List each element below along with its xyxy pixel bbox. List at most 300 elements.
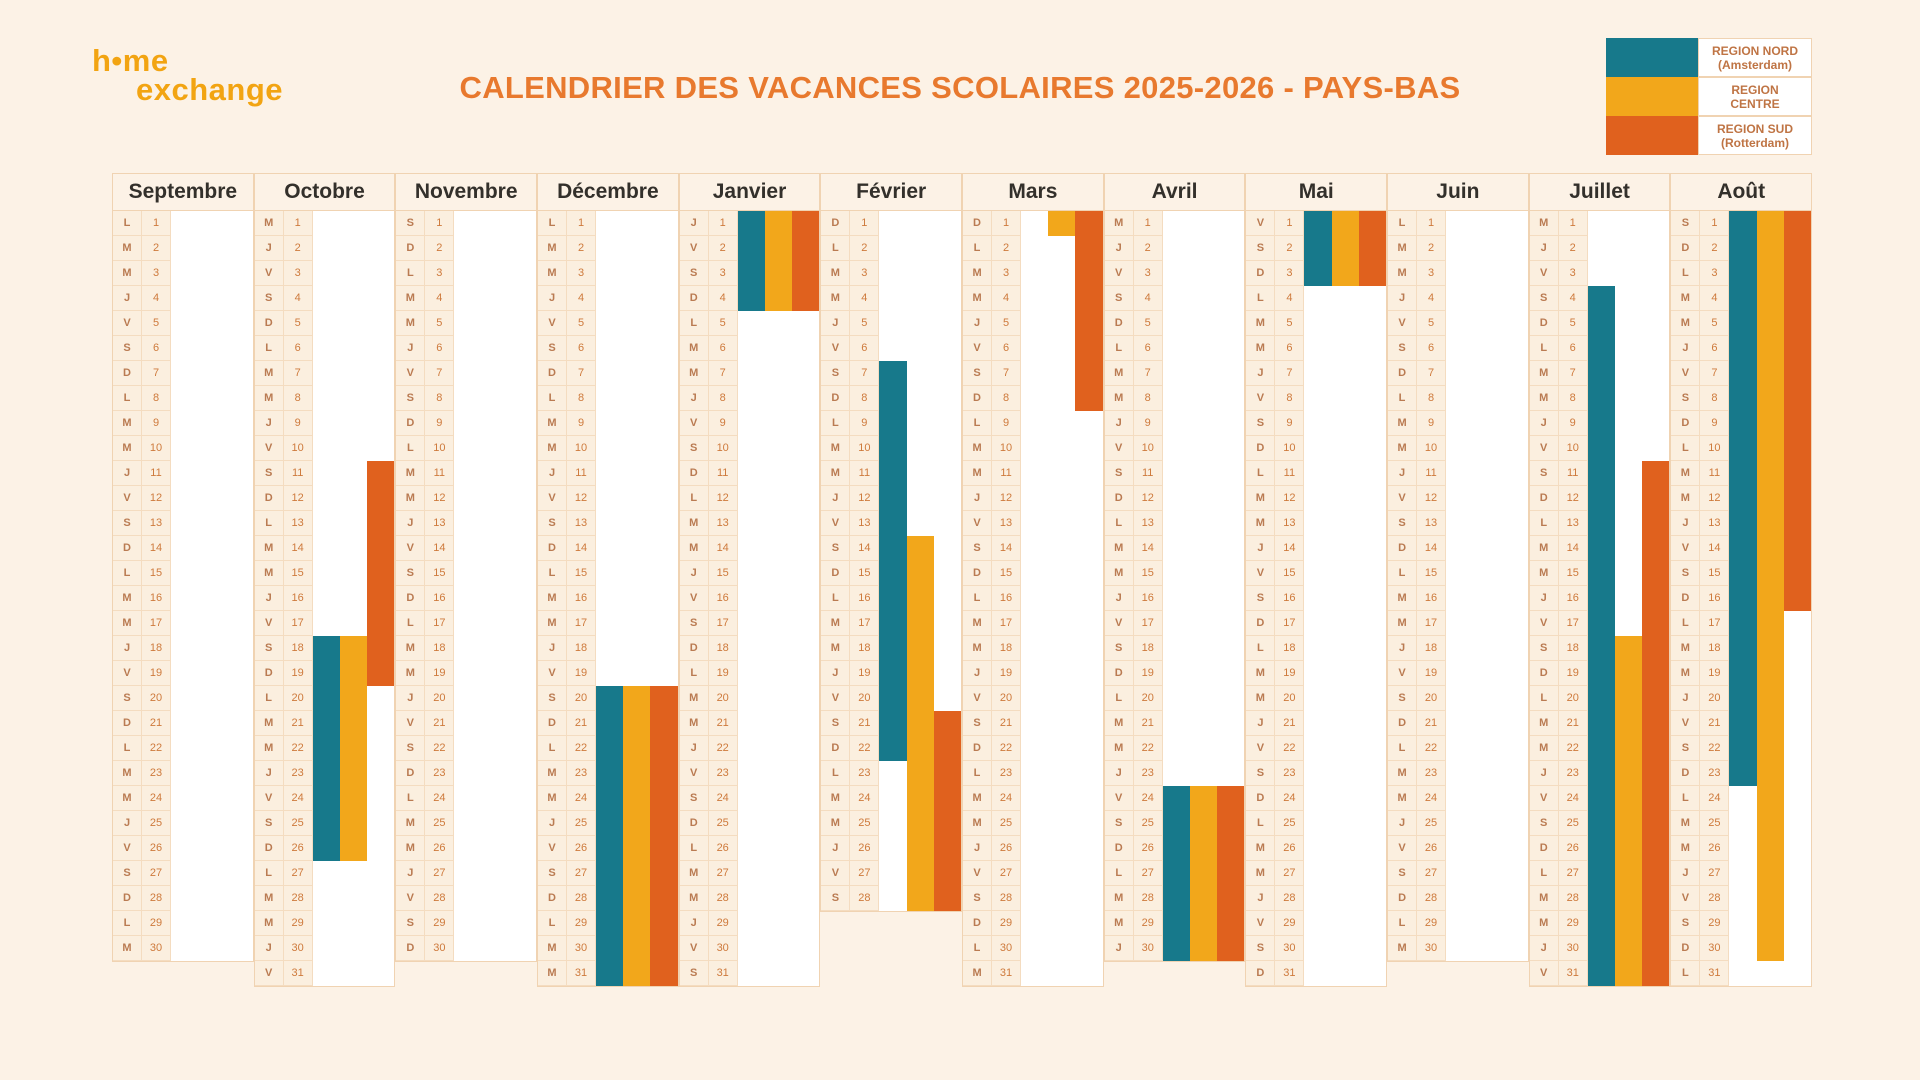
day-letter-cell: L [396, 611, 425, 636]
day-number-cell: 30 [142, 936, 171, 961]
day-letter-cell: D [538, 886, 567, 911]
day-number-cell: 4 [567, 286, 596, 311]
day-letter-cell: M [538, 436, 567, 461]
day-letter-cell: J [1671, 336, 1700, 361]
day-letter-cell: L [1671, 611, 1700, 636]
day-number-cell: 20 [425, 686, 454, 711]
day-number-cell: 17 [567, 611, 596, 636]
day-letter-cell: S [680, 261, 709, 286]
day-letter-cell: D [1671, 761, 1700, 786]
day-letter-cell: M [1671, 661, 1700, 686]
day-number-cell: 20 [1559, 686, 1588, 711]
day-number-cell: 2 [850, 236, 879, 261]
day-number-cell: 2 [1700, 236, 1729, 261]
day-letter-cell: J [255, 936, 284, 961]
day-number-cell: 24 [284, 786, 313, 811]
day-letter-cell: M [821, 261, 850, 286]
day-letter-cell: D [1671, 236, 1700, 261]
day-letter-cell: J [680, 911, 709, 936]
day-number-cell: 24 [1700, 786, 1729, 811]
day-number-cell: 29 [142, 911, 171, 936]
day-letter-cell: V [963, 336, 992, 361]
day-number-cell: 5 [142, 311, 171, 336]
day-letter-cell: M [680, 886, 709, 911]
day-number-cell: 12 [992, 486, 1021, 511]
day-number-cell: 20 [567, 686, 596, 711]
day-number-cell: 3 [567, 261, 596, 286]
day-number-cell: 1 [425, 211, 454, 236]
day-letter-cell: S [1388, 861, 1417, 886]
day-number-cell: 12 [1417, 486, 1446, 511]
day-number-cell: 30 [1417, 936, 1446, 961]
vacation-bar-area [1588, 211, 1670, 986]
day-letter-cell: J [821, 486, 850, 511]
day-letter-cell: S [1105, 636, 1134, 661]
day-letter-cell: M [963, 436, 992, 461]
day-letter-cell: J [113, 811, 142, 836]
day-letter-cell: L [538, 736, 567, 761]
header [0, 0, 1920, 173]
day-number-cell: 16 [1275, 586, 1304, 611]
day-letter-cell: M [255, 561, 284, 586]
month-title-juin: Juin [1388, 174, 1528, 211]
vacation-bar-centre [340, 636, 367, 861]
day-letter-cell: J [1388, 286, 1417, 311]
day-number-cell: 3 [284, 261, 313, 286]
day-letter-cell: V [113, 836, 142, 861]
vacation-bar-sud [367, 461, 394, 686]
day-number-cell: 11 [850, 461, 879, 486]
day-number-cell: 12 [567, 486, 596, 511]
month-body [1388, 211, 1528, 961]
vacation-bar-nord [1163, 786, 1190, 961]
day-letter-cell: V [113, 661, 142, 686]
day-number-cell: 13 [284, 511, 313, 536]
day-number-cell: 22 [1700, 736, 1729, 761]
day-letter-cell: M [821, 786, 850, 811]
day-number-cell: 31 [567, 961, 596, 986]
day-number-cell: 20 [1700, 686, 1729, 711]
day-letter-cell: S [1388, 336, 1417, 361]
day-number-cell: 15 [567, 561, 596, 586]
day-letter-cell: S [1105, 461, 1134, 486]
day-letter-cell: V [1388, 836, 1417, 861]
day-letter-cell: M [1388, 586, 1417, 611]
day-letter-cell: V [821, 511, 850, 536]
day-number-cell: 25 [709, 811, 738, 836]
day-letter-cell: M [821, 436, 850, 461]
day-number-cell: 29 [1417, 911, 1446, 936]
day-number-cell: 7 [992, 361, 1021, 386]
month-body [396, 211, 536, 961]
day-letter-cell: V [538, 661, 567, 686]
day-number-cell: 31 [284, 961, 313, 986]
day-number-cell: 17 [850, 611, 879, 636]
day-letter-cell: D [1388, 886, 1417, 911]
day-letter-cell: S [113, 686, 142, 711]
day-number-cell: 14 [850, 536, 879, 561]
day-letter-cell: J [1246, 361, 1275, 386]
day-letter-cell: L [1671, 786, 1700, 811]
day-letter-cell: J [1105, 761, 1134, 786]
day-number-cell: 3 [1275, 261, 1304, 286]
day-number-cell: 16 [284, 586, 313, 611]
day-letter-cell: M [963, 786, 992, 811]
day-number-cell: 28 [1417, 886, 1446, 911]
day-letter-cell: D [255, 311, 284, 336]
day-number-cell: 16 [992, 586, 1021, 611]
day-number-cell: 17 [709, 611, 738, 636]
homeexchange-logo [92, 43, 284, 108]
day-number-cell: 11 [1700, 461, 1729, 486]
day-letter-cell: M [821, 286, 850, 311]
day-number-cell: 27 [709, 861, 738, 886]
day-number-cell: 1 [567, 211, 596, 236]
vacation-bar-area [313, 211, 395, 986]
month-title-mars: Mars [963, 174, 1103, 211]
vacation-bar-centre [765, 211, 792, 311]
day-number-cell: 27 [567, 861, 596, 886]
day-number-cell: 25 [850, 811, 879, 836]
day-letter-cell: J [680, 561, 709, 586]
day-number-cell: 27 [1700, 861, 1729, 886]
day-letter-cell: V [538, 486, 567, 511]
day-number-cell: 13 [1275, 511, 1304, 536]
day-letter-cell: L [113, 386, 142, 411]
day-letter-cell: V [1246, 386, 1275, 411]
day-number-cell: 8 [1134, 386, 1163, 411]
day-letter-cell: D [396, 586, 425, 611]
day-letter-cell: D [680, 461, 709, 486]
day-number-cell: 16 [1134, 586, 1163, 611]
day-number-cell: 18 [567, 636, 596, 661]
day-number-column [142, 211, 171, 961]
day-number-cell: 14 [1559, 536, 1588, 561]
day-letter-cell: J [1671, 511, 1700, 536]
day-number-column [1275, 211, 1304, 986]
day-number-cell: 28 [1559, 886, 1588, 911]
day-letter-cell: J [1388, 461, 1417, 486]
day-number-cell: 5 [1275, 311, 1304, 336]
day-number-cell: 7 [142, 361, 171, 386]
day-number-cell: 8 [1700, 386, 1729, 411]
day-number-cell: 6 [425, 336, 454, 361]
day-letter-cell: L [821, 411, 850, 436]
day-letter-cell: L [963, 586, 992, 611]
day-number-cell: 24 [709, 786, 738, 811]
day-number-cell: 26 [567, 836, 596, 861]
day-number-cell: 10 [850, 436, 879, 461]
day-number-cell: 16 [1417, 586, 1446, 611]
day-letter-cell: L [255, 861, 284, 886]
day-number-cell: 15 [992, 561, 1021, 586]
day-letter-cell: L [680, 486, 709, 511]
day-number-cell: 26 [1559, 836, 1588, 861]
day-number-cell: 14 [425, 536, 454, 561]
day-number-cell: 26 [284, 836, 313, 861]
day-number-cell: 3 [1134, 261, 1163, 286]
day-number-cell: 1 [142, 211, 171, 236]
day-letter-cell: V [1530, 786, 1559, 811]
vacation-bar-area [454, 211, 536, 961]
day-number-cell: 26 [1134, 836, 1163, 861]
day-number-cell: 10 [425, 436, 454, 461]
day-number-cell: 18 [1417, 636, 1446, 661]
day-letter-cell: J [1530, 761, 1559, 786]
day-number-cell: 14 [1134, 536, 1163, 561]
day-letter-cell: V [1105, 261, 1134, 286]
day-letter-cell: M [113, 586, 142, 611]
day-number-cell: 20 [142, 686, 171, 711]
weekday-letter-column [963, 211, 992, 986]
day-letter-cell: M [1671, 836, 1700, 861]
day-number-cell: 22 [1134, 736, 1163, 761]
day-number-cell: 16 [1559, 586, 1588, 611]
weekday-letter-column [255, 211, 284, 986]
day-number-cell: 13 [142, 511, 171, 536]
day-letter-cell: J [1671, 686, 1700, 711]
day-letter-cell: S [680, 436, 709, 461]
day-number-cell: 6 [1134, 336, 1163, 361]
day-letter-cell: M [1388, 936, 1417, 961]
day-letter-cell: M [1105, 711, 1134, 736]
day-number-cell: 7 [567, 361, 596, 386]
day-letter-cell: V [1105, 611, 1134, 636]
day-letter-cell: M [1246, 836, 1275, 861]
day-number-cell: 22 [850, 736, 879, 761]
day-number-cell: 2 [1275, 236, 1304, 261]
day-letter-cell: M [1388, 761, 1417, 786]
day-letter-cell: D [1246, 961, 1275, 986]
day-letter-cell: M [113, 236, 142, 261]
day-number-cell: 5 [709, 311, 738, 336]
day-letter-cell: J [255, 761, 284, 786]
day-number-column [284, 211, 313, 986]
day-number-cell: 28 [1275, 886, 1304, 911]
day-number-cell: 14 [1417, 536, 1446, 561]
day-number-cell: 6 [1700, 336, 1729, 361]
day-letter-cell: D [1671, 411, 1700, 436]
day-number-cell: 29 [425, 911, 454, 936]
day-letter-cell: L [680, 836, 709, 861]
day-letter-cell: S [963, 536, 992, 561]
day-letter-cell: M [1530, 361, 1559, 386]
day-number-cell: 27 [850, 861, 879, 886]
day-letter-cell: D [1671, 936, 1700, 961]
day-number-cell: 29 [992, 911, 1021, 936]
day-number-cell: 26 [709, 836, 738, 861]
day-number-cell: 19 [425, 661, 454, 686]
day-letter-cell: S [963, 886, 992, 911]
day-letter-cell: D [821, 211, 850, 236]
day-number-cell: 5 [1559, 311, 1588, 336]
day-letter-cell: J [1530, 936, 1559, 961]
day-letter-cell: L [1105, 686, 1134, 711]
day-letter-cell: D [113, 361, 142, 386]
day-letter-cell: L [538, 911, 567, 936]
day-number-cell: 2 [567, 236, 596, 261]
day-number-column [1700, 211, 1729, 986]
day-letter-cell: J [1530, 411, 1559, 436]
day-letter-cell: J [1105, 411, 1134, 436]
day-number-cell: 25 [992, 811, 1021, 836]
day-letter-cell: V [1246, 561, 1275, 586]
day-letter-cell: L [1388, 561, 1417, 586]
day-number-cell: 16 [850, 586, 879, 611]
day-letter-cell: L [963, 236, 992, 261]
day-letter-cell: M [1671, 311, 1700, 336]
day-letter-cell: J [1671, 861, 1700, 886]
day-number-cell: 26 [992, 836, 1021, 861]
day-number-cell: 27 [284, 861, 313, 886]
day-letter-cell: M [1671, 486, 1700, 511]
day-number-cell: 14 [1700, 536, 1729, 561]
day-letter-cell: D [396, 411, 425, 436]
day-letter-cell: S [1530, 636, 1559, 661]
legend-label-region-nord [1698, 38, 1812, 77]
day-number-cell: 4 [284, 286, 313, 311]
day-letter-cell: M [1105, 736, 1134, 761]
day-letter-cell: J [255, 411, 284, 436]
vacation-bar-nord [1304, 211, 1331, 286]
day-number-cell: 7 [1700, 361, 1729, 386]
weekday-letter-column [396, 211, 425, 961]
day-number-cell: 17 [1559, 611, 1588, 636]
day-number-cell: 15 [1559, 561, 1588, 586]
month-column-octobre [254, 173, 396, 987]
month-title-avril: Avril [1105, 174, 1245, 211]
day-number-cell: 24 [142, 786, 171, 811]
vacation-bar-sud [1359, 211, 1386, 286]
day-letter-cell: S [1671, 386, 1700, 411]
day-number-cell: 25 [142, 811, 171, 836]
vacation-bar-area [1163, 211, 1245, 961]
day-letter-cell: V [963, 861, 992, 886]
day-number-cell: 30 [992, 936, 1021, 961]
day-letter-cell: L [1388, 211, 1417, 236]
day-letter-cell: V [680, 586, 709, 611]
weekday-letter-column [538, 211, 567, 986]
logo-line1: h•me [92, 43, 169, 78]
day-number-cell: 20 [850, 686, 879, 711]
day-letter-cell: L [538, 211, 567, 236]
day-number-cell: 10 [1700, 436, 1729, 461]
day-letter-cell: S [396, 736, 425, 761]
day-number-cell: 18 [850, 636, 879, 661]
day-number-cell: 9 [1134, 411, 1163, 436]
day-number-cell: 8 [992, 386, 1021, 411]
day-number-cell: 8 [1417, 386, 1446, 411]
day-letter-cell: M [1246, 661, 1275, 686]
vacation-bar-sud [1217, 786, 1244, 961]
day-letter-cell: M [255, 911, 284, 936]
day-number-cell: 18 [1559, 636, 1588, 661]
day-number-cell: 10 [142, 436, 171, 461]
day-number-cell: 21 [1134, 711, 1163, 736]
vacation-bar-area [1304, 211, 1386, 986]
month-column-juillet [1529, 173, 1671, 987]
day-number-cell: 4 [425, 286, 454, 311]
day-letter-cell: M [396, 836, 425, 861]
day-number-cell: 6 [850, 336, 879, 361]
day-letter-cell: L [396, 436, 425, 461]
vacation-bar-nord [738, 211, 765, 311]
day-letter-cell: S [963, 711, 992, 736]
day-letter-cell: L [680, 311, 709, 336]
day-number-cell: 27 [1559, 861, 1588, 886]
day-letter-cell: M [255, 736, 284, 761]
day-letter-cell: S [396, 911, 425, 936]
day-letter-cell: J [963, 311, 992, 336]
day-letter-cell: L [1388, 736, 1417, 761]
day-letter-cell: M [1105, 211, 1134, 236]
day-letter-cell: M [255, 361, 284, 386]
month-body [821, 211, 961, 911]
day-letter-cell: L [1388, 911, 1417, 936]
day-letter-cell: L [963, 411, 992, 436]
day-letter-cell: S [1246, 936, 1275, 961]
day-number-cell: 17 [1417, 611, 1446, 636]
day-letter-cell: V [255, 611, 284, 636]
day-letter-cell: D [1530, 486, 1559, 511]
day-letter-cell: S [113, 511, 142, 536]
day-number-cell: 2 [425, 236, 454, 261]
day-letter-cell: S [1105, 286, 1134, 311]
day-number-cell: 21 [567, 711, 596, 736]
day-number-cell: 15 [1417, 561, 1446, 586]
day-number-cell: 15 [284, 561, 313, 586]
day-letter-cell: V [1671, 886, 1700, 911]
day-letter-cell: S [255, 286, 284, 311]
day-letter-cell: V [396, 536, 425, 561]
day-number-cell: 10 [1134, 436, 1163, 461]
day-number-cell: 23 [425, 761, 454, 786]
day-letter-cell: D [1530, 661, 1559, 686]
day-letter-cell: D [1105, 486, 1134, 511]
day-number-cell: 10 [284, 436, 313, 461]
day-number-cell: 28 [1700, 886, 1729, 911]
day-number-cell: 9 [284, 411, 313, 436]
day-number-cell: 3 [142, 261, 171, 286]
day-number-cell: 17 [1275, 611, 1304, 636]
day-letter-cell: L [538, 386, 567, 411]
day-number-cell: 8 [425, 386, 454, 411]
day-letter-cell: M [821, 611, 850, 636]
month-column-janvier [679, 173, 821, 987]
legend-swatch-region-nord [1606, 38, 1698, 77]
day-letter-cell: V [396, 361, 425, 386]
day-letter-cell: S [1530, 811, 1559, 836]
vacation-bar-sud [934, 711, 961, 911]
day-letter-cell: M [396, 461, 425, 486]
day-number-cell: 4 [1700, 286, 1729, 311]
day-letter-cell: D [680, 636, 709, 661]
day-letter-cell: D [113, 536, 142, 561]
day-number-cell: 1 [1275, 211, 1304, 236]
day-number-cell: 29 [567, 911, 596, 936]
day-letter-cell: D [396, 761, 425, 786]
day-number-cell: 16 [1700, 586, 1729, 611]
day-number-cell: 16 [567, 586, 596, 611]
day-number-cell: 9 [1275, 411, 1304, 436]
day-letter-cell: S [255, 636, 284, 661]
day-letter-cell: V [1388, 661, 1417, 686]
day-number-cell: 9 [1417, 411, 1446, 436]
day-letter-cell: M [963, 636, 992, 661]
day-number-cell: 25 [567, 811, 596, 836]
day-letter-cell: V [1388, 486, 1417, 511]
vacation-bar-sud [792, 211, 819, 311]
